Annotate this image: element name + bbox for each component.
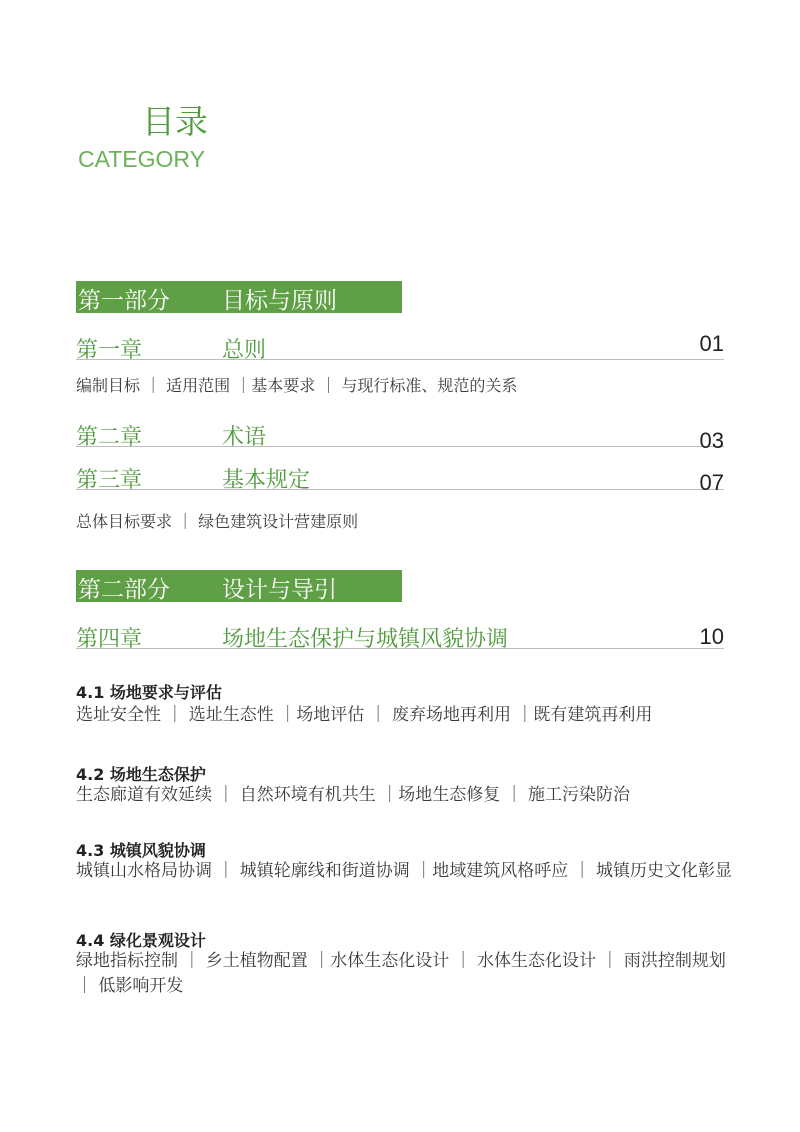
section-heading-4-2[interactable]: 4.2 场地生态保护 [76, 765, 206, 784]
chapter-name: 术语 [222, 425, 267, 450]
chapter-name: 场地生态保护与城镇风貌协调 [222, 627, 509, 652]
chapter-number: 第三章 [76, 468, 143, 493]
part-name: 目标与原则 [222, 288, 337, 314]
section-heading-4-4[interactable]: 4.4 绿化景观设计 [76, 931, 206, 950]
chapter-name: 总则 [222, 338, 267, 363]
section-items-4-1: 选址安全性 ｜ 选址生态性 ｜场地评估 ｜ 废弃场地再利用 ｜既有建筑再利用 [76, 705, 653, 725]
section-items-4-2: 生态廊道有效延续 ｜ 自然环境有机共生 ｜场地生态修复 ｜ 施工污染防治 [76, 785, 631, 805]
chapter-row-1[interactable] [76, 331, 724, 363]
chapter-number: 第二章 [76, 425, 143, 450]
chapter-topics-1: 编制目标 ｜ 适用范围 ｜基本要求 ｜ 与现行标准、规范的关系 [76, 376, 518, 395]
chapter-row-3[interactable] [76, 463, 724, 495]
chapter-name: 基本规定 [222, 468, 311, 493]
part-heading-2 [76, 570, 402, 602]
chapter-number: 第一章 [76, 338, 143, 363]
chapter-number: 第四章 [76, 627, 143, 652]
section-items-4-4: 绿地指标控制 ｜ 乡土植物配置 ｜水体生态化设计 ｜ 水体生态化设计 ｜ 雨洪控制规划｜ 低影响开发 [76, 951, 726, 996]
part-heading-1 [76, 281, 402, 313]
page-title: 目录 [142, 102, 208, 141]
part-name: 设计与导引 [222, 577, 337, 603]
chapter-row-4[interactable] [76, 622, 724, 652]
section-items-4-3: 城镇山水格局协调 ｜ 城镇轮廓线和街道协调 ｜地域建筑风格呼应 ｜ 城镇历史文化彰显 [76, 861, 733, 881]
chapter-page: 07 [699, 470, 724, 495]
chapter-page: 01 [699, 331, 724, 356]
chapter-page: 10 [699, 624, 724, 649]
chapter-page: 03 [699, 428, 724, 453]
part-number: 第二部分 [78, 577, 170, 603]
chapter-row-2[interactable] [76, 420, 724, 453]
part-number: 第一部分 [78, 288, 170, 314]
page-subtitle: CATEGORY [78, 146, 205, 172]
section-heading-4-3[interactable]: 4.3 城镇风貌协调 [76, 841, 206, 860]
chapter-topics-3: 总体目标要求 ｜ 绿色建筑设计营建原则 [76, 512, 359, 531]
section-heading-4-1[interactable]: 4.1 场地要求与评估 [76, 683, 222, 702]
